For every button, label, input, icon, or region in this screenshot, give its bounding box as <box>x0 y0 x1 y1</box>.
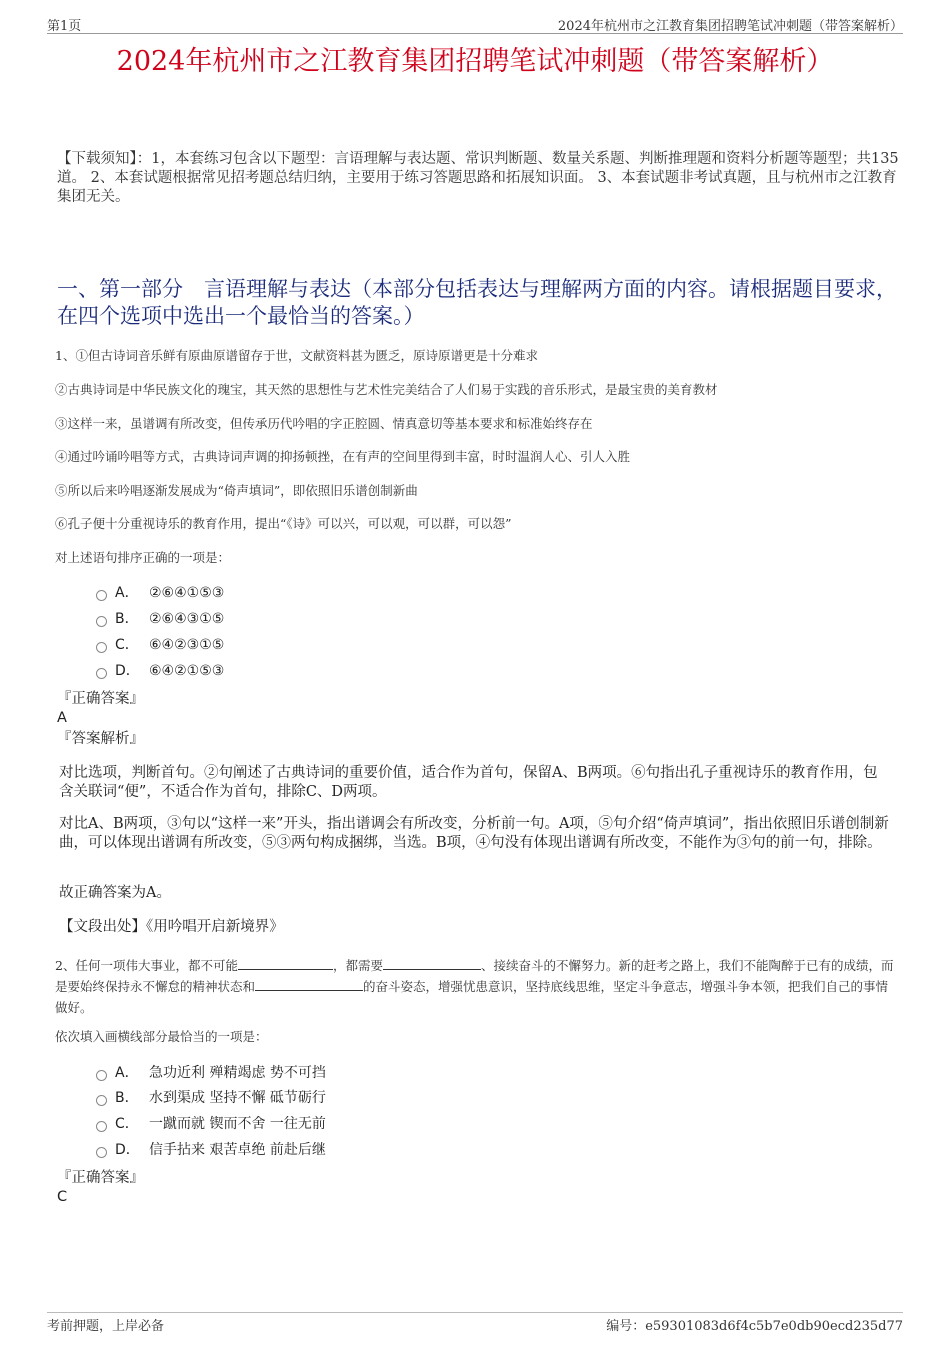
q1-source: 【文段出处】《用吟唱开启新境界》 <box>59 919 284 935</box>
radio-icon[interactable] <box>96 642 107 653</box>
download-notice: 【下载须知】：1，本套练习包含以下题型：言语理解与表达题、常识判断题、数量关系题、判断推理题和资料分析题等题型；共135道。 2、本套试题根据常见招考题总结归纳，主要用于练习答题思路和拓展知识面。 3、本套试题非考试真题，且与杭州市之江教育集团无关。 <box>57 151 899 205</box>
radio-icon[interactable] <box>96 1095 107 1106</box>
q1-option-a[interactable]: A． ②⑥④①⑤③ <box>96 583 224 603</box>
q1-sentence-5: ⑤所以后来吟唱逐渐发展成为“倚声填词”，即依照旧乐谱创制新曲 <box>55 483 418 498</box>
q1-sentence-1: 1、①但古诗词音乐鲜有原曲原谱留存于世，文献资料甚为匮乏，原诗原谱更是十分难求 <box>55 348 538 363</box>
page-title: 2024年杭州市之江教育集团招聘笔试冲刺题（带答案解析） <box>116 46 834 77</box>
fill-blank-1 <box>238 956 333 970</box>
q1-prompt: 对上述语句排序正确的一项是： <box>55 550 231 565</box>
q1-conclusion: 故正确答案为A。 <box>59 885 171 901</box>
radio-icon[interactable] <box>96 1070 107 1081</box>
footer-serial: 编号：e59301083d6f4c5b7e0db90ecd235d77 <box>606 1319 903 1334</box>
q1-analysis-label: 『答案解析』 <box>57 731 144 747</box>
q2-option-b[interactable]: B． 水到渠成 坚持不懈 砥节砺行 <box>96 1088 326 1108</box>
q2-answer-label: 『正确答案』 <box>57 1170 144 1186</box>
q1-analysis-2: 对比A、B两项，③句以“这样一来”开头，指出谱调会有所改变，分析前一句。A项，⑤句介绍“倚声填词”，指出依照旧乐谱创制新曲，可以体现出谱调有所改变，⑤③两句构成捆绑，当选。B项，④句没有体现出谱调有所改变，不能作为③句的前一句，排除。 <box>59 816 889 851</box>
radio-icon[interactable] <box>96 668 107 679</box>
page-number: 第1页 <box>47 19 82 34</box>
q1-sentence-3: ③这样一来，虽谱调有所改变，但传承历代吟唱的字正腔圆、情真意切等基本要求和标准始终存在 <box>55 416 593 431</box>
q2-prompt: 依次填入画横线部分最恰当的一项是： <box>55 1029 268 1044</box>
q2-answer: C <box>57 1189 68 1205</box>
q1-answer-label: 『正确答案』 <box>57 691 144 707</box>
radio-icon[interactable] <box>96 1147 107 1158</box>
fill-blank-2 <box>383 956 481 970</box>
q1-option-b[interactable]: B． ②⑥④③①⑤ <box>96 609 224 629</box>
q1-answer: A <box>57 710 67 726</box>
q2-option-d[interactable]: D． 信手拈来 艰苦卓绝 前赴后继 <box>96 1140 326 1160</box>
radio-icon[interactable] <box>96 1121 107 1132</box>
q2-option-a[interactable]: A． 急功近利 殚精竭虑 势不可挡 <box>96 1063 326 1083</box>
page-header <box>47 15 903 34</box>
q1-option-d[interactable]: D． ⑥④②①⑤③ <box>96 661 224 681</box>
q1-sentence-2: ②古典诗词是中华民族文化的瑰宝，其天然的思想性与艺术性完美结合了人们易于实践的音乐形式，是最宝贵的美育教材 <box>55 382 718 397</box>
section-heading: 一、第一部分 言语理解与表达（本部分包括表达与理解两方面的内容。请根据题目要求，在四个选项中选出一个最恰当的答案。） <box>57 277 897 328</box>
q1-analysis-1: 对比选项，判断首句。②句阐述了古典诗词的重要价值，适合作为首句，保留A、B两项。⑥句指出孔子重视诗乐的教育作用，包含关联词“便”，不适合作为首句，排除C、D两项。 <box>59 765 878 800</box>
q1-option-c[interactable]: C． ⑥④②③①⑤ <box>96 635 224 655</box>
footer-slogan: 考前押题，上岸必备 <box>47 1319 165 1334</box>
q2-option-c[interactable]: C． 一蹴而就 锲而不舍 一往无前 <box>96 1114 326 1134</box>
q1-sentence-4: ④通过吟诵吟唱等方式，古典诗词声调的抑扬顿挫，在有声的空间里得到丰富，时时温润人心、引人入胜 <box>55 449 631 464</box>
radio-icon[interactable] <box>96 590 107 601</box>
radio-icon[interactable] <box>96 616 107 627</box>
fill-blank-3 <box>255 977 363 991</box>
q1-sentence-6: ⑥孔子便十分重视诗乐的教育作用，提出“《诗》可以兴，可以观，可以群，可以怨” <box>55 516 512 531</box>
page-footer <box>47 1312 903 1335</box>
header-doc-title: 2024年杭州市之江教育集团招聘笔试冲刺题（带答案解析） <box>557 19 903 34</box>
q2-stem: 2、任何一项伟大事业，都不可能 ，都需要 、接续奋斗的不懈努力。新的赶考之路上，我们不能陶醉于已有的成绩，而是要始终保持永不懈怠的精神状态和 的奋斗姿态，增强忧患意识，坚持底线思维，坚定斗争意志，增强斗争本领，把我们自己的事情做好。 <box>55 958 894 1015</box>
